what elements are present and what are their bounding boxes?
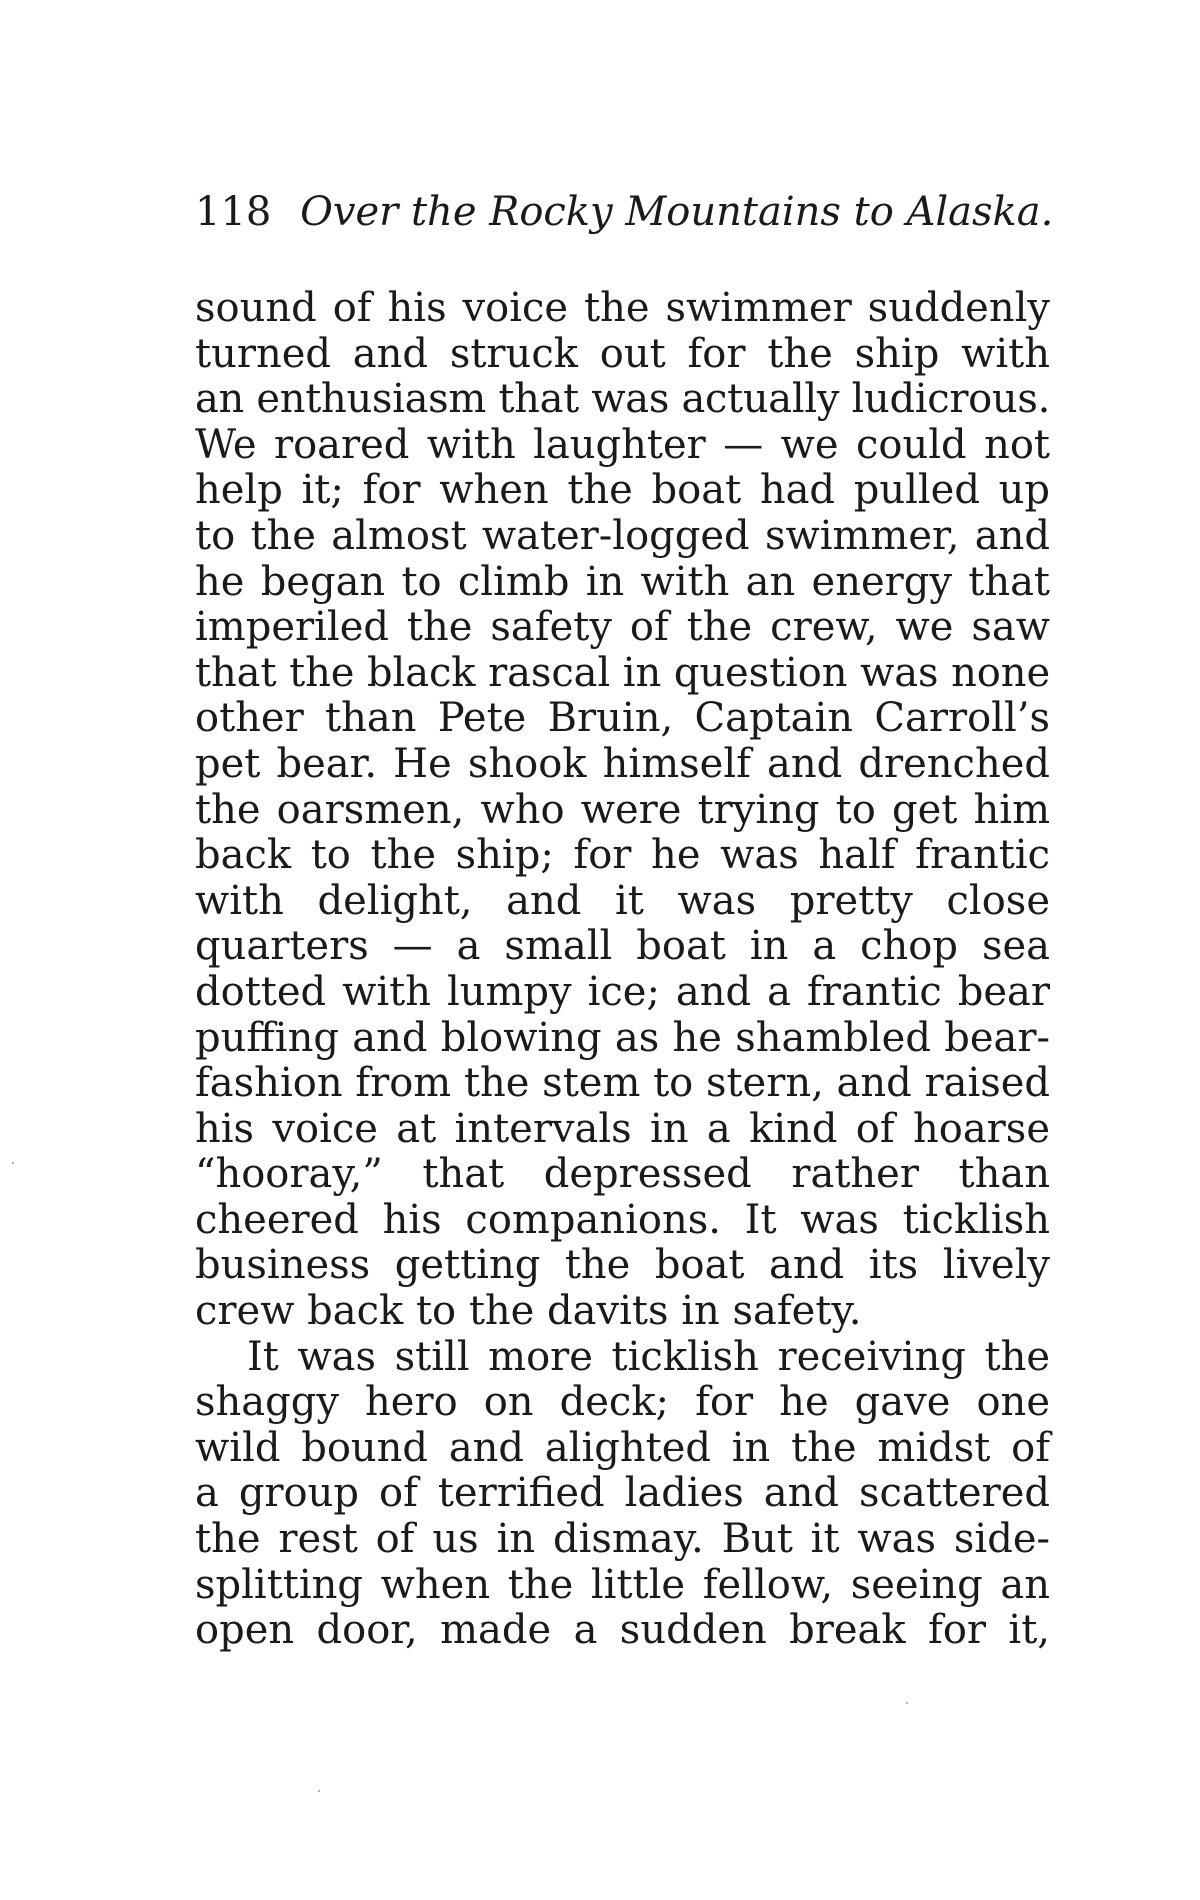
- page-number: 118: [195, 189, 272, 235]
- text-line: puffing and blowing as he shambled bear-: [195, 1014, 1050, 1061]
- text-line: a group of terrified ladies and scattered: [195, 1470, 1050, 1517]
- text-line: business getting the boat and its lively: [195, 1242, 1050, 1289]
- text-line: to the almost water-logged swimmer, and: [195, 512, 1050, 559]
- text-line: fashion from the stem to stern, and raised: [195, 1060, 1051, 1107]
- text-line: back to the ship; for he was half frantic: [195, 832, 1050, 879]
- text-line: We roared with laughter — we could not: [195, 421, 1050, 468]
- text-line: cheered his companions. It was ticklish: [195, 1196, 1050, 1243]
- text-line: he began to climb in with an energy that: [195, 558, 1050, 605]
- text-line: splitting when the little fellow, seeing an: [195, 1561, 1050, 1608]
- text-line: the rest of us in dismay. But it was side-: [195, 1516, 1050, 1563]
- text-line: dotted with lumpy ice; and a frantic bear: [195, 968, 1050, 1015]
- text-line: help it; for when the boat had pulled up: [195, 467, 1050, 514]
- text-line: that the black rascal in question was none: [195, 649, 1051, 696]
- text-line: sound of his voice the swimmer suddenly: [195, 285, 1050, 331]
- text-line: the oarsmen, who were trying to get him: [195, 786, 1050, 833]
- paper-speck: [906, 1702, 908, 1704]
- text-line: “hooray,” that depressed rather than: [195, 1151, 1050, 1198]
- text-line: imperiled the safety of the crew, we saw: [195, 604, 1050, 651]
- running-head: [195, 188, 1065, 236]
- text-line: shaggy hero on deck; for he gave one: [195, 1379, 1050, 1426]
- paragraph-end-line: crew back to the davits in safety.: [195, 1288, 862, 1335]
- paper-speck: [318, 1790, 320, 1792]
- text-line: open door, made a sudden break for it,: [195, 1607, 1050, 1654]
- text-line: an enthusiasm that was actually ludicrous.: [195, 376, 1050, 423]
- text-line: wild bound and alighted in the midst of: [195, 1424, 1050, 1471]
- book-title: Over the Rocky Mountains to Alaska.: [300, 189, 1054, 235]
- text-line: other than Pete Bruin, Captain Carroll’s: [195, 695, 1050, 742]
- paper-speck: [12, 1162, 14, 1164]
- text-line: his voice at intervals in a kind of hoarse: [195, 1105, 1050, 1152]
- text-line: with delight, and it was pretty close: [195, 877, 1050, 924]
- text-line: turned and struck out for the ship with: [195, 330, 1050, 377]
- body-text: [195, 286, 1050, 1654]
- text-line: quarters — a small boat in a chop sea: [195, 923, 1050, 970]
- text-line: pet bear. He shook himself and drenched: [195, 740, 1050, 787]
- paragraph-start-line: It was still more ticklish receiving the: [247, 1333, 1050, 1380]
